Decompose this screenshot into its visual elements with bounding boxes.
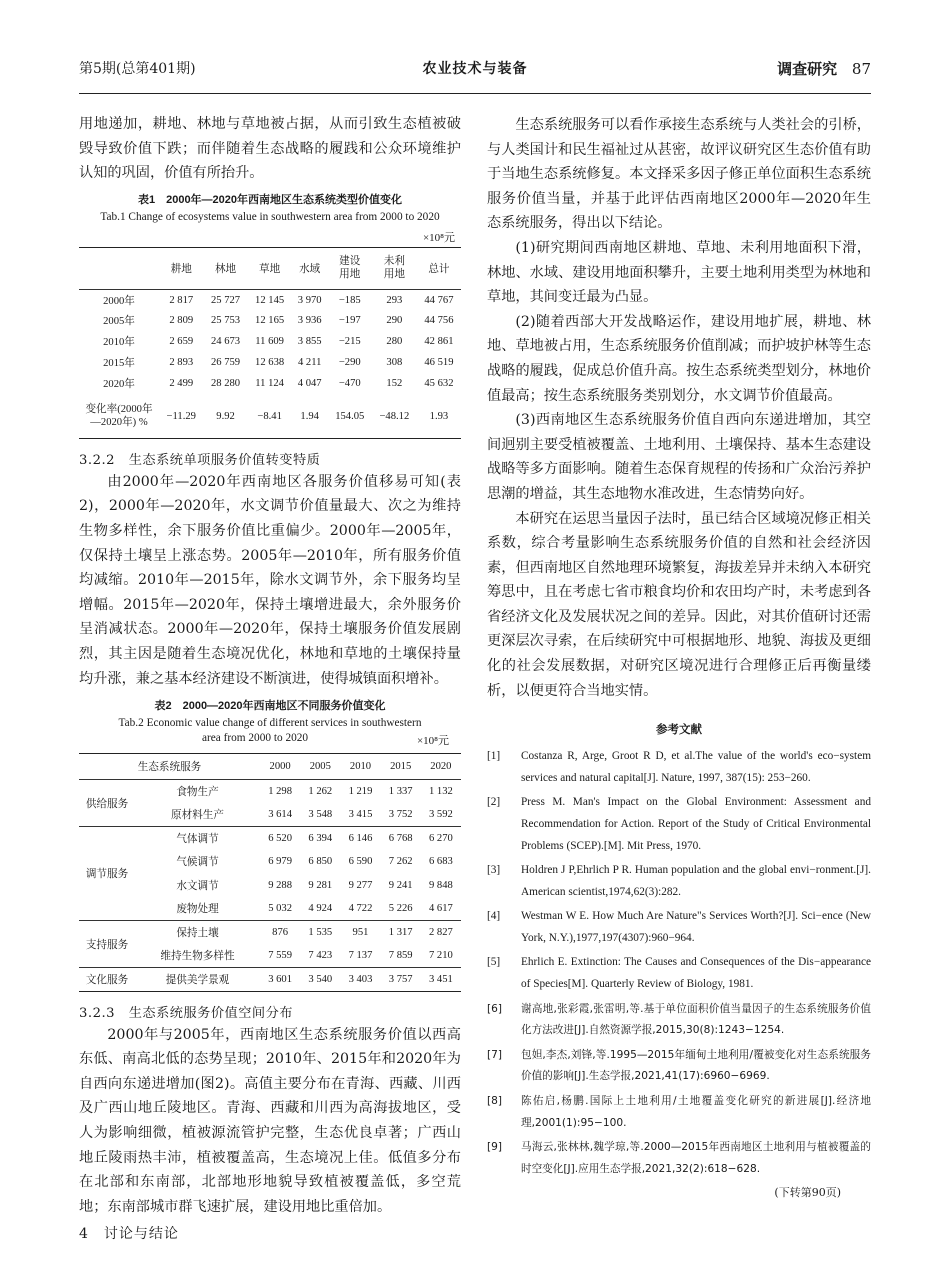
table-cell: 290 xyxy=(386,315,403,327)
table2-header: 2000 xyxy=(269,761,291,773)
reference-text: Westman W E. How Much Are Nature"s Services Worth?[J]. Sci−ence (New York, N.Y.),1977,197(4307):960−964. xyxy=(521,910,871,945)
table-cell: 951 xyxy=(352,927,369,939)
table-cell: 3 415 xyxy=(348,809,373,821)
table2-caption: 表2 2000—2020年西南地区不同服务价值变化 xyxy=(154,700,386,713)
group-label: 调节服务 xyxy=(85,869,129,881)
table-cell: 1 219 xyxy=(348,786,373,798)
table-cell: 1 262 xyxy=(308,786,333,798)
reference-number: [7] xyxy=(487,1048,503,1061)
table-cell: 1 132 xyxy=(428,786,453,798)
table-cell: 9 281 xyxy=(308,879,333,891)
row-label: 2010年 xyxy=(103,337,135,349)
page-number: 87 xyxy=(851,60,871,78)
table-cell: 1 298 xyxy=(268,786,293,798)
reference-number: [1] xyxy=(487,750,501,763)
table-cell: 280 xyxy=(386,336,403,348)
table-cell: 3 614 xyxy=(268,809,293,821)
table-cell: −215 xyxy=(338,336,361,348)
table-cell: 9 277 xyxy=(348,879,373,891)
reference-item xyxy=(487,1091,871,1135)
table2-caption-en-2: area from 2000 to 2020 xyxy=(202,732,309,745)
table-cell: 12 145 xyxy=(255,294,285,306)
service-label: 提供美学景观 xyxy=(165,974,230,986)
paragraph: (3)西南地区生态系统服务价值自西向东递进增加，其空间迥别主要受植被覆盖、土地利用、土壤保持、基本生态建设战略等多方面影响。随着生态保育规程的传扬和广众治污养护思潮的增益，其生态地物水准改进，生态情势向好。 xyxy=(487,412,871,502)
table-cell: 11 609 xyxy=(255,336,284,348)
reference-text: 包妲,李杰,刘锋,等.1995—2015年缅甸土地利用/覆被变化对生态系统服务价值的影响[J].生态学报,2021,41(17):6960−6969. xyxy=(521,1048,871,1083)
table2-header: 2020 xyxy=(430,761,452,773)
reference-number: [9] xyxy=(487,1140,503,1153)
table-cell: 1.94 xyxy=(300,410,319,422)
table1-header: 草地 xyxy=(259,263,281,275)
section-heading-4: 4 讨论与结论 xyxy=(79,1226,179,1243)
table-row xyxy=(79,310,461,331)
table-cell: 7 210 xyxy=(428,950,453,962)
table1-header: 耕地 xyxy=(170,263,192,275)
table-row xyxy=(79,352,461,373)
table-row xyxy=(79,394,461,438)
header-rule xyxy=(79,93,871,94)
section-heading: 3.2.3 生态系统服务价值空间分布 xyxy=(79,1005,293,1021)
table-row xyxy=(79,968,461,992)
table-cell: 6 768 xyxy=(388,833,413,845)
table-cell: 6 270 xyxy=(428,833,453,845)
table-cell: 152 xyxy=(386,378,403,390)
paragraph: (2)随着西部大开发战略运作，建设用地扩展，耕地、林地、草地被占用，生态系统服务价值削减；而护坡护林等生态战略的履践，促成总价值升高。按生态系统类型划分，林地价值最高；按生态系统服务类别划分，水文调节价值最高。 xyxy=(487,313,871,404)
table-cell: 46 519 xyxy=(424,357,454,369)
table-cell: 45 632 xyxy=(424,378,454,390)
table2-header: 2005 xyxy=(309,761,331,773)
left-column xyxy=(79,112,461,1243)
table1 xyxy=(79,247,461,439)
table1-unit: ×10⁸元 xyxy=(422,231,455,244)
table-cell: 2 809 xyxy=(169,315,194,327)
right-column xyxy=(487,113,871,1200)
table-cell: 3 970 xyxy=(297,294,322,306)
reference-text: Ehrlich E. Extinction: The Causes and Consequences of the Dis−appearance of Species[M]. Quarterly Review of Biology, 1981. xyxy=(521,956,871,991)
table-cell: 4 722 xyxy=(348,903,373,915)
reference-item xyxy=(487,952,871,996)
table-cell: 7 559 xyxy=(268,950,293,962)
table1-header: 未利用地 xyxy=(383,256,405,281)
table-cell: 3 936 xyxy=(297,315,322,327)
journal-title: 农业技术与装备 xyxy=(422,61,528,77)
reference-text: Holdren J P,Ehrlich P R. Human population and the global envi−ronment.[J]. American scientist,1974,62(3):282. xyxy=(521,864,871,899)
table-row xyxy=(79,289,461,310)
table2-header: 2015 xyxy=(390,761,412,773)
table1-header: 林地 xyxy=(214,263,237,275)
table-cell: −470 xyxy=(338,378,361,390)
table-cell: 24 673 xyxy=(210,336,241,348)
row-label: 变化率(2000年—2020年) % xyxy=(85,404,153,429)
reference-text: 谢高地,张彩霞,张雷明,等.基于单位面积价值当量因子的生态系统服务价值化方法改进[J].自然资源学报,2015,30(8):1243−1254. xyxy=(521,1002,871,1037)
paragraph: 生态系统服务可以看作承接生态系统与人类社会的引桥，与人类国计和民生福祉过从甚密，故评议研究区生态价值有助于当地生态系统修复。本文择采多因子修正单位面积生态系统服务价值当量，并基于此评估西南地区2000年—2020年生态系统服务，得出以下结论。 xyxy=(487,117,871,232)
table-cell: 293 xyxy=(386,294,403,306)
continued-note: (下转第90页) xyxy=(774,1186,841,1200)
paragraph: 2000年与2005年，西南地区生态系统服务价值以西高东低、南高北低的态势呈现；2010年、2015年和2020年为自西向东递进增加(图2)。高值主要分布在青海、西藏、川西及广西山地丘陵地区。青海、西藏和川西为高海拔地区，受人为影响细微，植被源流管护完整，生态优良卓著；广西山地丘陵雨热丰沛，植被覆盖高，生态境况上佳。低值多分布在北部和东南部，北部地形地貌导致植被覆盖低，多空荒地；东南部城市群飞速扩展，建设用地比重倍加。 xyxy=(79,1026,461,1215)
reference-item xyxy=(487,999,871,1043)
service-label: 维持生物多样性 xyxy=(160,951,235,963)
table-row xyxy=(79,921,461,945)
table-cell: 6 850 xyxy=(308,856,333,868)
service-label: 气体调节 xyxy=(176,834,219,846)
table-row xyxy=(79,850,461,874)
table-cell: 3 451 xyxy=(428,973,453,985)
table-cell: 4 047 xyxy=(297,378,322,390)
reference-number: [2] xyxy=(487,796,501,809)
reference-number: [3] xyxy=(487,864,501,877)
paragraph: (1)研究期间西南地区耕地、草地、未利用地面积下滑，林地、水域、建设用地面积攀升，主要土地利用类型为林地和草地，其间变迁最为凸显。 xyxy=(487,239,871,306)
section-page xyxy=(777,58,871,79)
table1-caption: 表1 2000年—2020年西南地区生态系统类型价值变化 xyxy=(137,193,403,206)
group-label: 供给服务 xyxy=(85,798,129,810)
table-cell: −48.12 xyxy=(379,410,410,422)
references-title: 参考文献 xyxy=(656,724,702,737)
table-cell: −197 xyxy=(338,315,361,327)
table-cell: 9 241 xyxy=(388,879,413,891)
table-row xyxy=(79,944,461,968)
table-cell: 9.92 xyxy=(216,410,235,422)
group-label: 文化服务 xyxy=(85,974,129,986)
table-cell: 2 817 xyxy=(169,294,194,306)
table-cell: 1 535 xyxy=(308,927,333,939)
table-row xyxy=(79,331,461,352)
table-cell: 1 317 xyxy=(388,927,413,939)
reference-text: Press M. Man's Impact on the Global Environment: Assessment and Recommendation for Action. Report of the Study of Critical Environmental Problems (SCEP).[M]. Mit Press, 1970. xyxy=(521,796,871,852)
table-cell: 44 767 xyxy=(424,294,454,306)
reference-item xyxy=(487,746,871,790)
reference-item xyxy=(487,860,871,904)
table-cell: 4 617 xyxy=(428,903,453,915)
table-cell: 6 520 xyxy=(268,833,293,845)
table-cell: 1.93 xyxy=(429,410,449,422)
service-label: 食物生产 xyxy=(176,787,219,799)
section-heading: 3.2.2 生态系统单项服务价值转变特质 xyxy=(79,452,321,468)
table-cell: 2 893 xyxy=(169,357,194,369)
table-cell: 12 165 xyxy=(255,315,285,327)
table-cell: 7 137 xyxy=(348,950,373,962)
table-cell: 11 124 xyxy=(255,378,284,390)
table-cell: −8.41 xyxy=(257,410,282,422)
table-cell: 5 032 xyxy=(268,903,293,915)
service-label: 气候调节 xyxy=(176,857,219,869)
table1-caption-en: Tab.1 Change of ecosystems value in southwestern area from 2000 to 2020 xyxy=(100,210,440,223)
table-cell: 5 226 xyxy=(388,903,413,915)
table-cell: 4 924 xyxy=(308,903,333,915)
table-cell: 3 592 xyxy=(428,809,453,821)
reference-item xyxy=(487,1137,871,1181)
table-cell: 28 280 xyxy=(210,378,241,390)
reference-number: [5] xyxy=(487,956,501,969)
table-cell: 3 855 xyxy=(297,336,322,348)
table2 xyxy=(79,753,461,992)
table-cell: 3 403 xyxy=(348,973,373,985)
row-label: 2005年 xyxy=(103,316,135,328)
paragraph: 本研究在运思当量因子法时，虽已结合区域境况修正相关系数，综合考量影响生态系统服务价值的自然和社会经济因素，但西南地区自然地理环境繁复，海拔差异并未纳入本研究筹思中，且在考虑七省市粮食均价和农田均产时，未考虑到各省经济文化及发展状况之间的差异。因此，对其价值研讨还需更深层次寻索，在后续研究中可根据地形、地貌、海拔及更细化的社会发展数据，对研究区境况进行合理修正后再衡量缕析，以便更符合当地实情。 xyxy=(487,510,871,699)
table1-header: 总计 xyxy=(428,263,450,275)
reference-number: [6] xyxy=(487,1002,503,1015)
service-label: 原材料生产 xyxy=(171,810,224,822)
table-cell: 42 861 xyxy=(424,336,454,348)
reference-item xyxy=(487,792,871,857)
table-cell: 7 423 xyxy=(308,950,333,962)
table2-header: 2010 xyxy=(349,761,372,773)
table-cell: 3 540 xyxy=(308,973,333,985)
table-cell: 4 211 xyxy=(297,357,322,369)
table-cell: 2 827 xyxy=(428,927,453,939)
row-label: 2015年 xyxy=(103,358,135,370)
service-label: 水文调节 xyxy=(176,880,219,892)
issue-label: 第5期(总第401期) xyxy=(79,61,196,77)
table-cell: 9 288 xyxy=(268,879,293,891)
table-cell: 6 394 xyxy=(308,833,333,845)
reference-number: [8] xyxy=(487,1094,503,1107)
table2-caption-en-1: Tab.2 Economic value change of different services in southwestern xyxy=(118,717,422,730)
table1-header: 水域 xyxy=(299,263,321,275)
table-row xyxy=(79,874,461,898)
table-cell: 3 752 xyxy=(388,809,413,821)
table-cell: 1 337 xyxy=(388,786,413,798)
table-cell: 6 146 xyxy=(348,833,373,845)
table-row xyxy=(79,827,461,851)
row-label: 2020年 xyxy=(103,379,135,391)
reference-item xyxy=(487,1045,871,1089)
table1-header: 建设用地 xyxy=(339,256,361,281)
service-label: 废物处理 xyxy=(176,904,219,916)
table-cell: 2 499 xyxy=(169,378,194,390)
table-cell: 308 xyxy=(386,357,403,369)
table-cell: 3 757 xyxy=(388,973,413,985)
paragraph: 用地递加，耕地、林地与草地被占据，从而引致生态植被破毁导致价值下跌；而伴随着生态战略的履践和公众环境维护认知的巩固，价值有所抬升。 xyxy=(79,116,461,182)
table-cell: 6 590 xyxy=(348,856,373,868)
table-cell: 12 638 xyxy=(255,357,285,369)
table-cell: 26 759 xyxy=(210,357,241,369)
table-cell: −185 xyxy=(338,294,361,306)
table-row xyxy=(79,780,461,804)
reference-text: Costanza R, Arge, Groot R D, et al.The value of the world's eco−system services and natural capital[J]. Nature, 1997, 387(15): 253−260. xyxy=(521,750,871,785)
table-cell: 7 262 xyxy=(388,856,413,868)
section-label: 调查研究 xyxy=(777,60,838,78)
table2-unit: ×10⁸元 xyxy=(416,735,449,748)
reference-number: [4] xyxy=(487,910,501,923)
table-cell: 6 683 xyxy=(428,856,453,868)
table-cell: −11.29 xyxy=(166,410,196,422)
table-cell: 25 727 xyxy=(210,294,241,306)
paragraph: 由2000年—2020年西南地区各服务价值移易可知(表2)，2000年—2020年，水文调节价值量最大、次之为维持生物多样性，余下服务价值比重偏少。2000年—2005年，仅保持土壤呈上涨态势。2005年—2010年，所有服务价值均减缩。2010年—2015年，除水文调节外，余下服务均呈增幅。2015年—2020年，保持土壤增进最大，余外服务价呈消减状态。2000年—2020年，保持土壤服务价值发展剧烈，其主因是随着生态境况优化，林地和草地的土壤保持量均升涨，兼之基本经济建设不断演进，使得城镇面积增补。 xyxy=(79,473,461,687)
table-row xyxy=(79,897,461,921)
reference-text: 陈佑启,杨鹏.国际上土地利用/土地覆盖变化研究的新进展[J].经济地理,2001(1):95−100. xyxy=(521,1094,871,1129)
service-label: 保持土壤 xyxy=(176,928,219,940)
table-cell: 44 756 xyxy=(424,315,454,327)
table1-header xyxy=(79,247,159,289)
table-cell: 3 601 xyxy=(268,973,293,985)
row-label: 2000年 xyxy=(103,295,135,307)
table-cell: −290 xyxy=(338,357,361,369)
table2-header: 生态系统服务 xyxy=(137,762,202,774)
table-cell: 25 753 xyxy=(210,315,241,327)
table-cell: 7 859 xyxy=(388,950,413,962)
group-label: 支持服务 xyxy=(85,939,129,951)
table-cell: 154.05 xyxy=(335,410,365,422)
table-cell: 876 xyxy=(272,927,289,939)
table-cell: 2 659 xyxy=(169,336,194,348)
reference-text: 马海云,张林林,魏学琼,等.2000—2015年西南地区土地利用与植被覆盖的时空变化[J].应用生态学报,2021,32(2):618−628. xyxy=(521,1140,871,1175)
table-row xyxy=(79,803,461,827)
reference-item xyxy=(487,906,871,950)
table-cell: 3 548 xyxy=(308,809,333,821)
table-cell: 6 979 xyxy=(268,856,293,868)
table-cell: 9 848 xyxy=(428,879,453,891)
table-row xyxy=(79,373,461,394)
